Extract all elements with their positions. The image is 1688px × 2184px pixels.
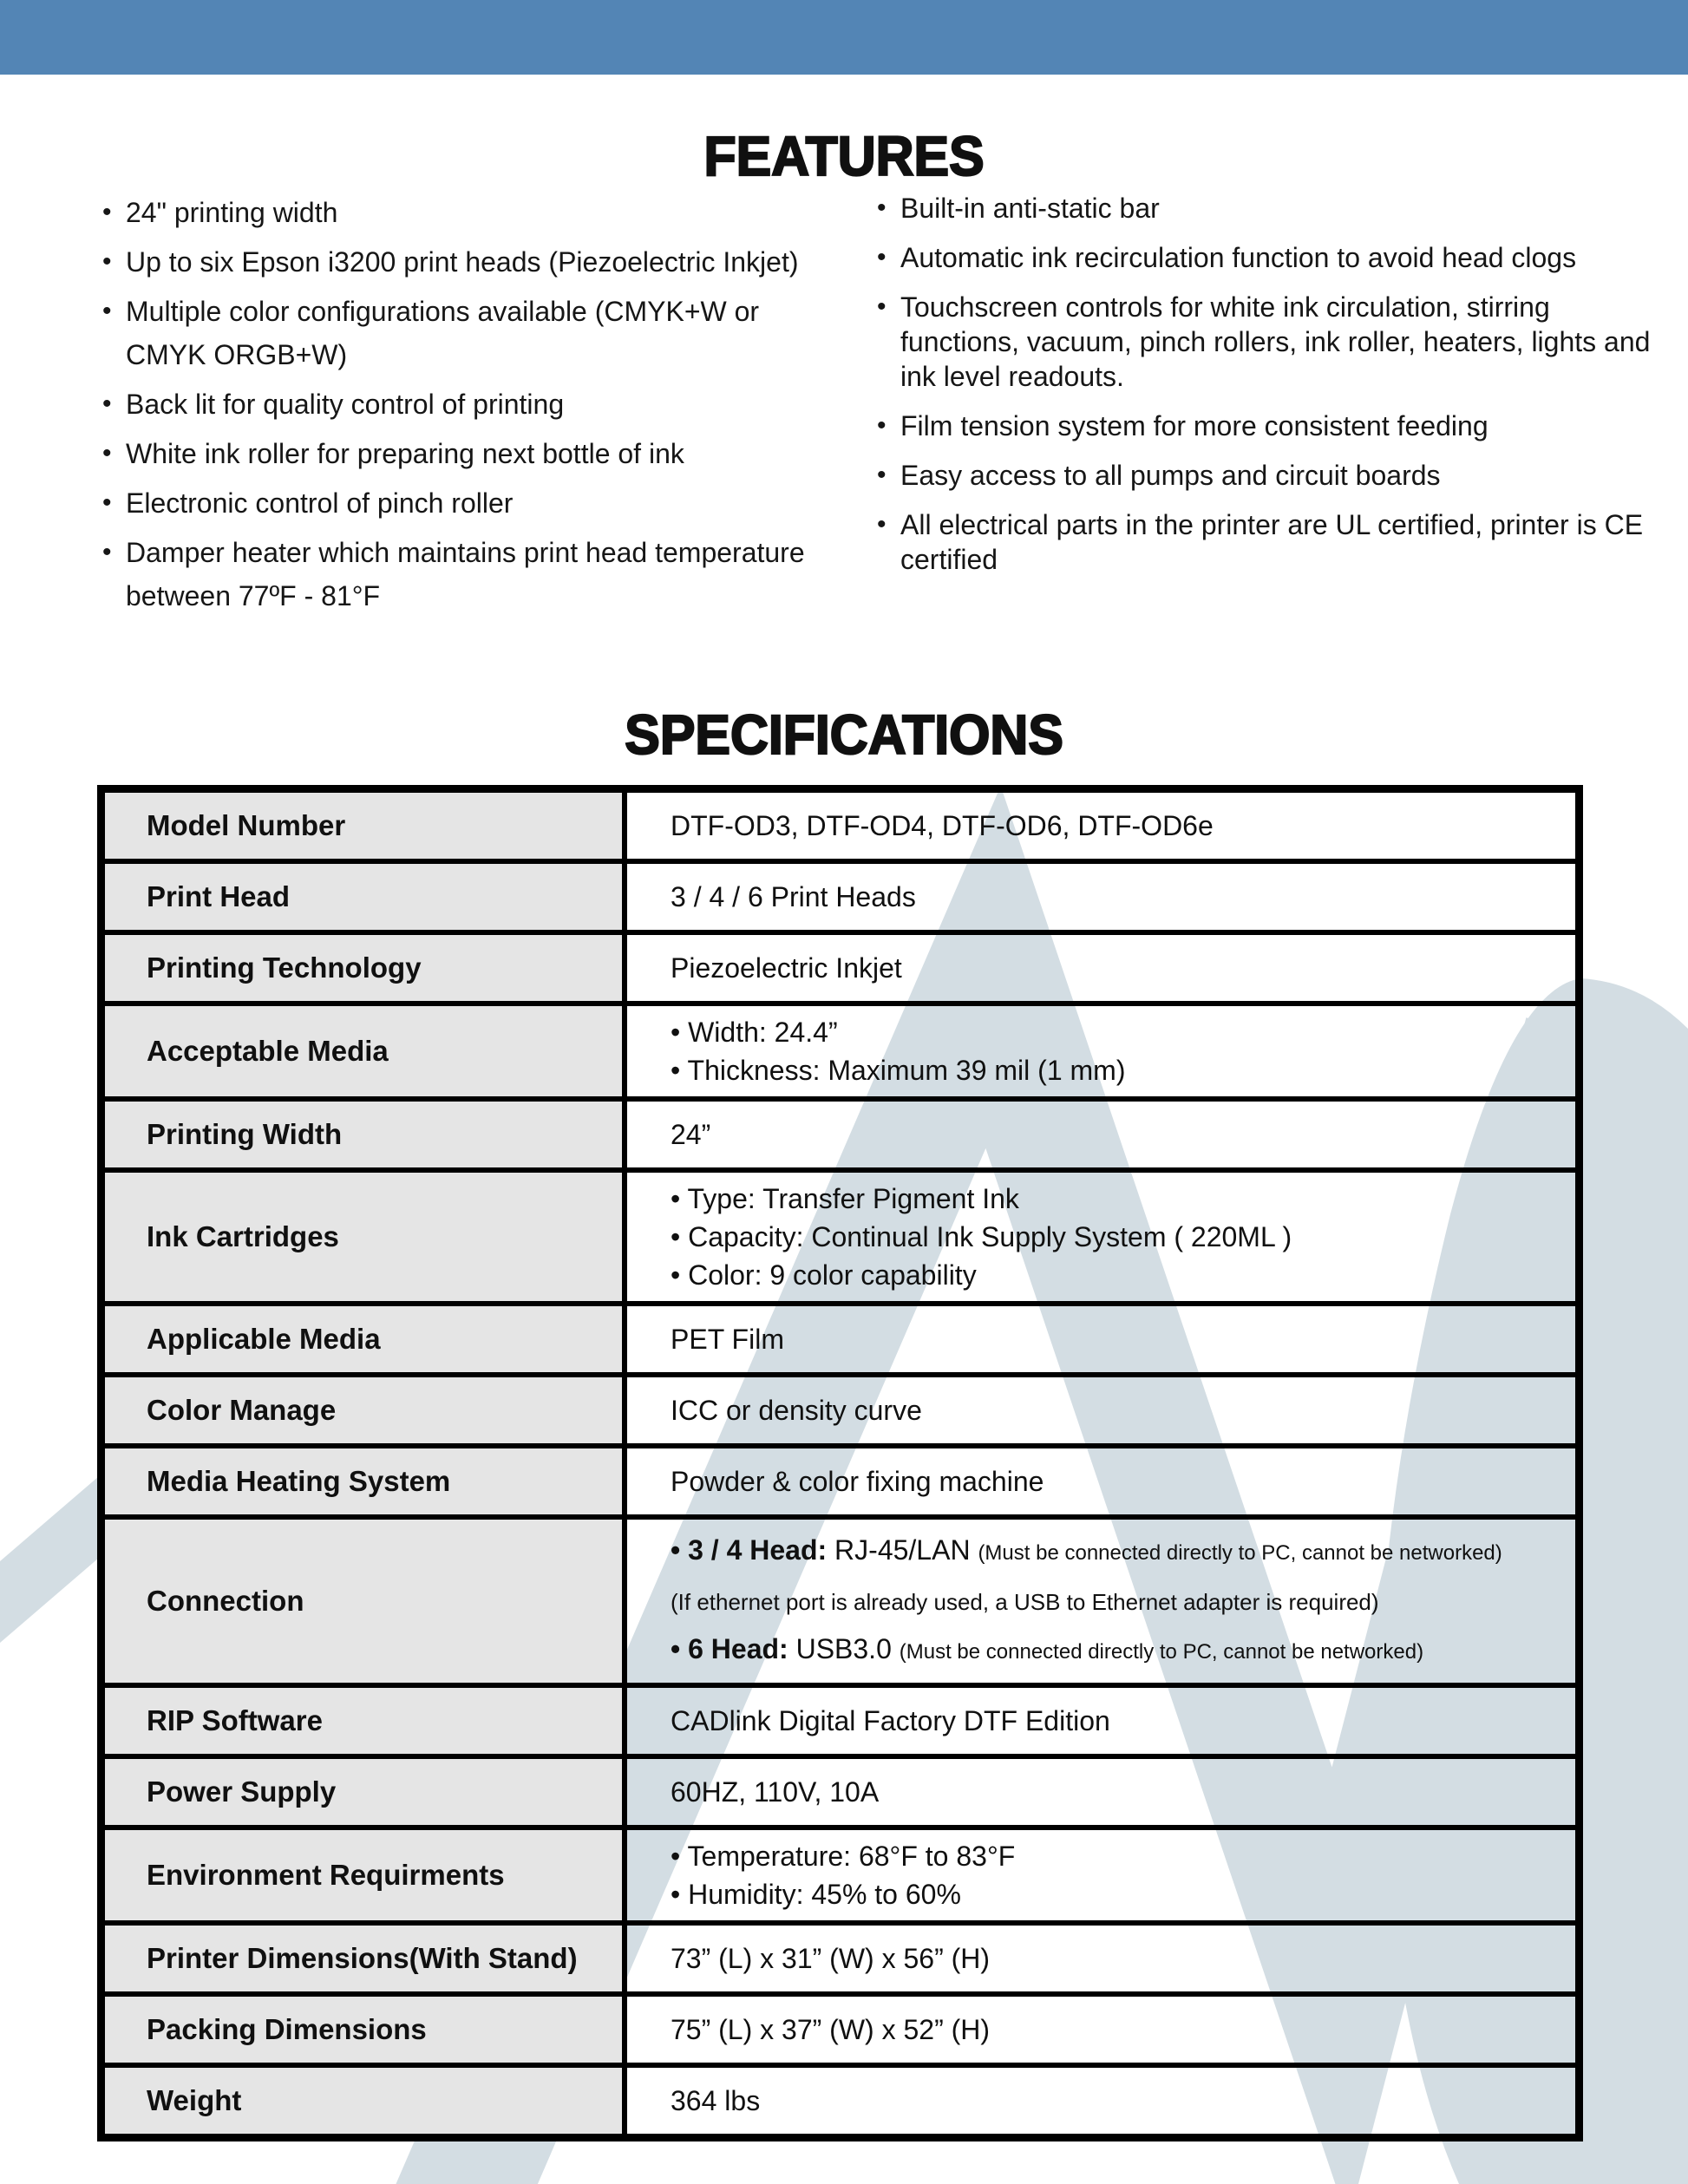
spec-value-cell xyxy=(627,1759,1575,1825)
spec-value-cell xyxy=(627,1926,1575,1991)
spec-value-line xyxy=(671,1630,1558,1671)
spec-row xyxy=(105,1372,1575,1443)
spec-row xyxy=(105,1096,1575,1167)
spec-value-segment: • Capacity: Continual Ink Supply System ( 220ML ) xyxy=(671,1221,1292,1252)
feature-item xyxy=(877,240,1662,275)
feature-item xyxy=(877,191,1662,226)
bullet-icon: • xyxy=(877,411,887,440)
spec-value-segment: (Must be connected directly to PC, cannot be networked) xyxy=(899,1640,1424,1664)
spec-row xyxy=(105,1443,1575,1514)
spec-value-segment: • Humidity: 45% to 60% xyxy=(671,1879,961,1910)
spec-row xyxy=(105,1514,1575,1683)
spec-value-segment: 364 lbs xyxy=(671,2085,761,2116)
spec-value-line xyxy=(671,878,1558,916)
spec-row xyxy=(105,1991,1575,2063)
spec-label-cell: Acceptable Media xyxy=(105,1006,627,1096)
spec-value-cell xyxy=(627,1448,1575,1514)
spec-value-cell xyxy=(627,1306,1575,1372)
spec-row xyxy=(105,930,1575,1001)
bullet-icon: • xyxy=(877,510,887,539)
spec-label-cell: Weight xyxy=(105,2068,627,2134)
spec-value-line xyxy=(671,2011,1558,2049)
feature-text: Film tension system for more consistent feeding xyxy=(900,410,1488,441)
feature-text: Multiple color configurations available (CMYK+W or CMYK ORGB+W) xyxy=(126,296,760,370)
feature-text: All electrical parts in the printer are UL certified, printer is CE certified xyxy=(900,509,1644,575)
spec-value-segment: USB3.0 xyxy=(795,1633,900,1664)
spec-value-segment: Piezoelectric Inkjet xyxy=(671,952,902,984)
feature-item xyxy=(102,290,814,376)
spec-value-cell xyxy=(627,793,1575,859)
spec-value-segment: ICC or density curve xyxy=(671,1395,922,1426)
spec-row xyxy=(105,859,1575,930)
spec-row xyxy=(105,1920,1575,1991)
feature-item xyxy=(877,507,1662,577)
spec-row xyxy=(105,793,1575,859)
feature-text: Easy access to all pumps and circuit boards xyxy=(900,460,1441,491)
spec-label-cell: Printing Technology xyxy=(105,935,627,1001)
spec-label-cell: Printer Dimensions(With Stand) xyxy=(105,1926,627,1991)
spec-label-cell: Environment Requirments xyxy=(105,1830,627,1920)
specifications-title xyxy=(0,703,1688,766)
spec-value-line xyxy=(671,1051,1558,1089)
spec-value-segment: • 3 / 4 Head: xyxy=(671,1534,835,1566)
spec-value-line xyxy=(671,1875,1558,1913)
feature-text: White ink roller for preparing next bottle of ink xyxy=(126,438,684,469)
spec-value-line xyxy=(671,1320,1558,1358)
spec-label-cell: RIP Software xyxy=(105,1688,627,1754)
bullet-icon: • xyxy=(877,292,887,321)
spec-value-segment: DTF-OD3, DTF-OD4, DTF-OD6, DTF-OD6e xyxy=(671,810,1214,841)
bullet-icon: • xyxy=(102,389,112,418)
feature-text: Built-in anti-static bar xyxy=(900,193,1160,224)
spec-value-cell xyxy=(627,1688,1575,1754)
spec-table xyxy=(97,785,1583,2141)
bullet-icon: • xyxy=(102,439,112,468)
feature-item xyxy=(877,409,1662,443)
bullet-icon: • xyxy=(102,538,112,566)
spec-value-line xyxy=(671,1773,1558,1811)
spec-value-cell xyxy=(627,864,1575,930)
feature-text: Up to six Epson i3200 print heads (Piezoelectric Inkjet) xyxy=(126,246,799,278)
spec-value-segment: • Color: 9 color capability xyxy=(671,1259,977,1291)
spec-label-cell: Applicable Media xyxy=(105,1306,627,1372)
feature-text: Electronic control of pinch roller xyxy=(126,487,514,519)
feature-item xyxy=(877,290,1662,394)
feature-text: 24" printing width xyxy=(126,197,338,228)
spec-value-segment: (Must be connected directly to PC, cannot be networked) xyxy=(978,1541,1502,1565)
spec-value-cell xyxy=(627,1377,1575,1443)
spec-value-cell xyxy=(627,1997,1575,2063)
spec-label-cell: Print Head xyxy=(105,864,627,930)
feature-text: Automatic ink recirculation function to avoid head clogs xyxy=(900,242,1577,273)
spec-row xyxy=(105,1754,1575,1825)
spec-value-line xyxy=(671,2082,1558,2120)
spec-row xyxy=(105,1001,1575,1096)
spec-row xyxy=(105,1825,1575,1920)
feature-text: Back lit for quality control of printing xyxy=(126,389,565,420)
spec-value-line xyxy=(671,1531,1558,1573)
spec-value-segment: 75” (L) x 37” (W) x 52” (H) xyxy=(671,2014,991,2045)
feature-item xyxy=(102,531,814,618)
spec-value-segment: • Type: Transfer Pigment Ink xyxy=(671,1183,1019,1214)
specifications-title-text: SPECIFICATIONS xyxy=(625,703,1063,766)
bullet-icon: • xyxy=(102,297,112,325)
spec-label-cell: Color Manage xyxy=(105,1377,627,1443)
spec-value-cell xyxy=(627,2068,1575,2134)
feature-item xyxy=(102,481,814,525)
spec-value-line xyxy=(671,1180,1558,1218)
spec-value-line xyxy=(671,1462,1558,1501)
spec-value-segment: • Temperature: 68°F to 83°F xyxy=(671,1841,1016,1872)
feature-item xyxy=(102,240,814,284)
feature-item xyxy=(102,432,814,475)
spec-value-segment: PET Film xyxy=(671,1324,784,1355)
bullet-icon: • xyxy=(877,243,887,271)
bullet-icon: • xyxy=(102,488,112,517)
spec-value-cell xyxy=(627,1102,1575,1167)
spec-label-cell: Packing Dimensions xyxy=(105,1997,627,2063)
spec-value-segment: (If ethernet port is already used, a USB to Ethernet adapter is required) xyxy=(671,1589,1379,1615)
features-section xyxy=(0,191,1688,624)
spec-row xyxy=(105,1301,1575,1372)
spec-value-cell xyxy=(627,1173,1575,1301)
spec-value-segment: • Width: 24.4” xyxy=(671,1017,838,1048)
spec-label-cell: Model Number xyxy=(105,793,627,859)
features-title-text: FEATURES xyxy=(703,125,985,187)
feature-item xyxy=(102,191,814,234)
spec-row xyxy=(105,2063,1575,2134)
spec-label-cell: Connection xyxy=(105,1520,627,1683)
spec-label-cell: Power Supply xyxy=(105,1759,627,1825)
spec-value-line xyxy=(671,1581,1558,1621)
features-title xyxy=(0,125,1688,187)
feature-item xyxy=(102,383,814,426)
bullet-icon: • xyxy=(877,193,887,222)
bullet-icon: • xyxy=(877,461,887,489)
bullet-icon: • xyxy=(102,247,112,276)
spec-value-segment: • Thickness: Maximum 39 mil (1 mm) xyxy=(671,1055,1126,1086)
spec-value-cell xyxy=(627,935,1575,1001)
spec-value-segment: RJ-45/LAN xyxy=(834,1534,978,1566)
spec-label-cell: Ink Cartridges xyxy=(105,1173,627,1301)
spec-value-line xyxy=(671,1939,1558,1978)
feature-item xyxy=(877,458,1662,493)
features-left-list xyxy=(102,191,814,624)
spec-value-line xyxy=(671,1391,1558,1429)
spec-value-cell xyxy=(627,1520,1575,1683)
spec-value-line xyxy=(671,1218,1558,1256)
spec-value-segment: 60HZ, 110V, 10A xyxy=(671,1776,880,1808)
spec-value-line xyxy=(671,1115,1558,1154)
spec-label-cell: Printing Width xyxy=(105,1102,627,1167)
spec-value-line xyxy=(671,949,1558,987)
spec-value-segment: 3 / 4 / 6 Print Heads xyxy=(671,881,916,912)
spec-value-segment: • 6 Head: xyxy=(671,1633,796,1664)
spec-value-line xyxy=(671,1256,1558,1294)
spec-value-segment: CADlink Digital Factory DTF Edition xyxy=(671,1705,1110,1736)
feature-text: Damper heater which maintains print head temperature between 77ºF - 81°F xyxy=(126,537,805,611)
spec-value-line xyxy=(671,807,1558,845)
feature-text: Touchscreen controls for white ink circulation, stirring functions, vacuum, pinch rollers, ink roller, heaters, lights and ink level readouts. xyxy=(900,291,1651,392)
spec-value-segment: 73” (L) x 31” (W) x 56” (H) xyxy=(671,1943,991,1974)
spec-value-segment: Powder & color fixing machine xyxy=(671,1466,1044,1497)
spec-value-line xyxy=(671,1837,1558,1875)
spec-value-line xyxy=(671,1702,1558,1740)
spec-value-cell xyxy=(627,1830,1575,1920)
bullet-icon: • xyxy=(102,198,112,226)
spec-value-segment: 24” xyxy=(671,1119,711,1150)
spec-row xyxy=(105,1683,1575,1754)
spec-label-cell: Media Heating System xyxy=(105,1448,627,1514)
spec-value-line xyxy=(671,1013,1558,1051)
features-right-list xyxy=(877,191,1662,592)
spec-value-cell xyxy=(627,1006,1575,1096)
spec-row xyxy=(105,1167,1575,1301)
